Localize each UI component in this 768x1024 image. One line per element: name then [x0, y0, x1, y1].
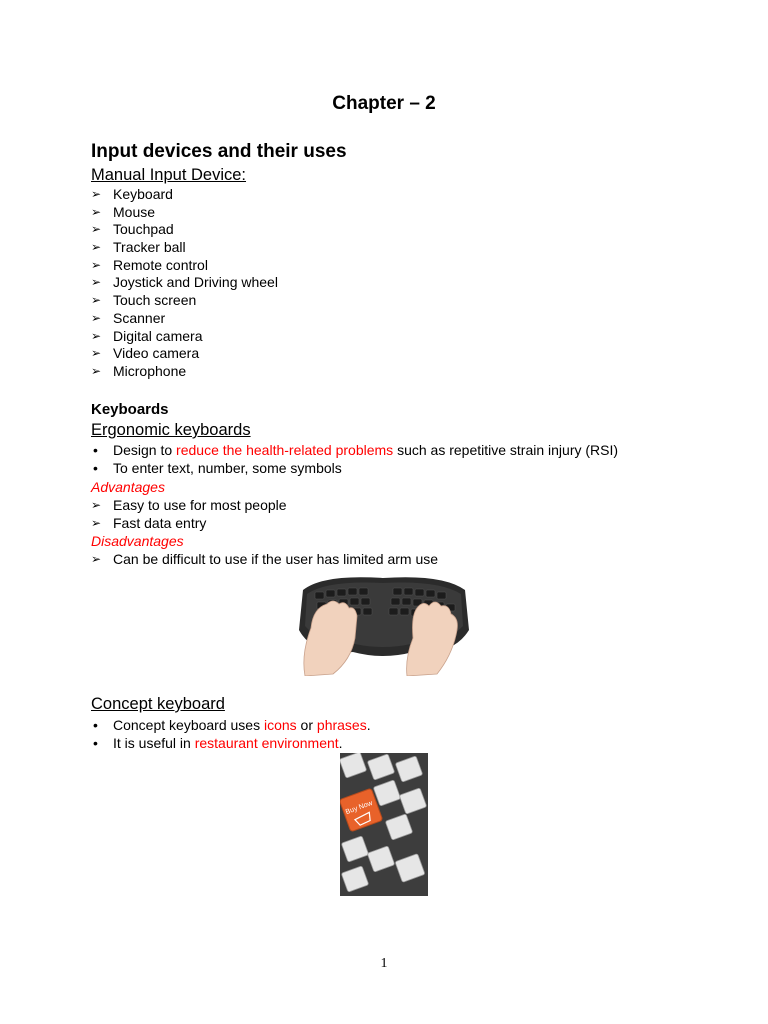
- list-item: [91, 239, 278, 257]
- page-number: 1: [380, 956, 388, 971]
- arrowhead-bullet-icon: ➢: [91, 328, 102, 343]
- text: or: [296, 717, 317, 733]
- arrowhead-bullet-icon: ➢: [91, 310, 102, 325]
- list-item: [91, 310, 278, 328]
- concept-keyboard-image: [340, 753, 428, 896]
- text: .: [338, 734, 343, 751]
- text: It is useful in: [113, 734, 195, 751]
- chapter-title: Chapter – 2: [332, 93, 436, 114]
- list-item: [91, 345, 278, 363]
- list-item-text: Video camera: [113, 345, 200, 362]
- list-item-text: Easy to use for most people: [113, 497, 287, 513]
- list-item: [91, 735, 371, 753]
- concept-keyboard-heading: Concept keyboard: [91, 695, 225, 713]
- arrowhead-bullet-icon: ➢: [91, 187, 102, 201]
- keyboards-heading: Keyboards: [91, 401, 169, 418]
- list-item-text: Can be difficult to use if the user has limited arm use: [113, 551, 439, 567]
- list-item-text: Remote control: [113, 256, 208, 273]
- list-item-text: Digital camera: [113, 327, 203, 344]
- ergonomic-bullets: [91, 442, 618, 477]
- list-item-text: Keyboard: [113, 186, 173, 202]
- list-item: [91, 186, 278, 204]
- highlight-text: reduce the health-related problems: [176, 442, 394, 458]
- text: Concept keyboard uses: [113, 717, 264, 733]
- highlight-text: icons: [263, 717, 297, 733]
- dot-bullet-icon: •: [93, 734, 98, 751]
- list-item-text: Touch screen: [113, 292, 197, 309]
- dot-bullet-icon: •: [93, 717, 98, 733]
- advantages-label: Advantages: [91, 479, 165, 495]
- arrowhead-bullet-icon: ➢: [91, 346, 102, 361]
- section-title: Input devices and their uses: [91, 141, 347, 162]
- arrowhead-bullet-icon: ➢: [91, 275, 102, 290]
- list-item: [91, 460, 618, 478]
- list-item: [91, 257, 278, 275]
- dot-bullet-icon: •: [93, 442, 98, 458]
- list-item-text: Tracker ball: [113, 239, 186, 256]
- advantages-list: [91, 497, 287, 532]
- highlight-text: restaurant environment: [194, 734, 339, 751]
- arrowhead-bullet-icon: ➢: [91, 363, 102, 378]
- list-item: [91, 515, 287, 533]
- arrowhead-bullet-icon: ➢: [91, 222, 102, 237]
- list-item: [91, 497, 287, 515]
- text: Design to: [113, 442, 177, 458]
- list-item: [91, 292, 278, 310]
- text: such as repetitive strain injury (RSI): [393, 442, 619, 458]
- arrowhead-bullet-icon: ➢: [91, 257, 102, 272]
- arrowhead-bullet-icon: ➢: [91, 293, 102, 308]
- list-item-text: Touchpad: [113, 221, 174, 238]
- arrowhead-bullet-icon: ➢: [91, 204, 102, 219]
- list-item: [91, 204, 278, 222]
- list-item-text: Mouse: [113, 203, 156, 220]
- list-item: [91, 442, 618, 460]
- ergonomic-keyboards-heading: Ergonomic keyboards: [91, 421, 251, 439]
- highlight-text: phrases: [316, 717, 367, 733]
- arrowhead-bullet-icon: ➢: [91, 552, 102, 566]
- list-item: [91, 363, 278, 381]
- buy-now-key-text: Buy Now: [344, 799, 374, 817]
- text: .: [366, 717, 371, 733]
- dot-bullet-icon: •: [93, 459, 98, 476]
- list-item-text: Microphone: [113, 362, 187, 379]
- list-item-text: Fast data entry: [113, 514, 207, 531]
- arrowhead-bullet-icon: ➢: [91, 515, 102, 530]
- disadvantages-label: Disadvantages: [91, 533, 184, 549]
- text: To enter text, number, some symbols: [113, 459, 342, 476]
- list-item: [91, 221, 278, 239]
- manual-devices-list: [91, 186, 278, 381]
- list-item: [91, 274, 278, 292]
- list-item: [91, 551, 438, 569]
- arrowhead-bullet-icon: ➢: [91, 240, 102, 255]
- list-item: [91, 328, 278, 346]
- disadvantages-list: [91, 551, 438, 569]
- manual-input-heading: Manual Input Device:: [91, 166, 247, 184]
- list-item-text: Scanner: [113, 309, 166, 326]
- list-item-text: Joystick and Driving wheel: [113, 274, 278, 291]
- ergonomic-keyboard-image: [293, 568, 475, 676]
- list-item: [91, 717, 371, 735]
- arrowhead-bullet-icon: ➢: [91, 498, 102, 512]
- concept-bullets: [91, 717, 371, 752]
